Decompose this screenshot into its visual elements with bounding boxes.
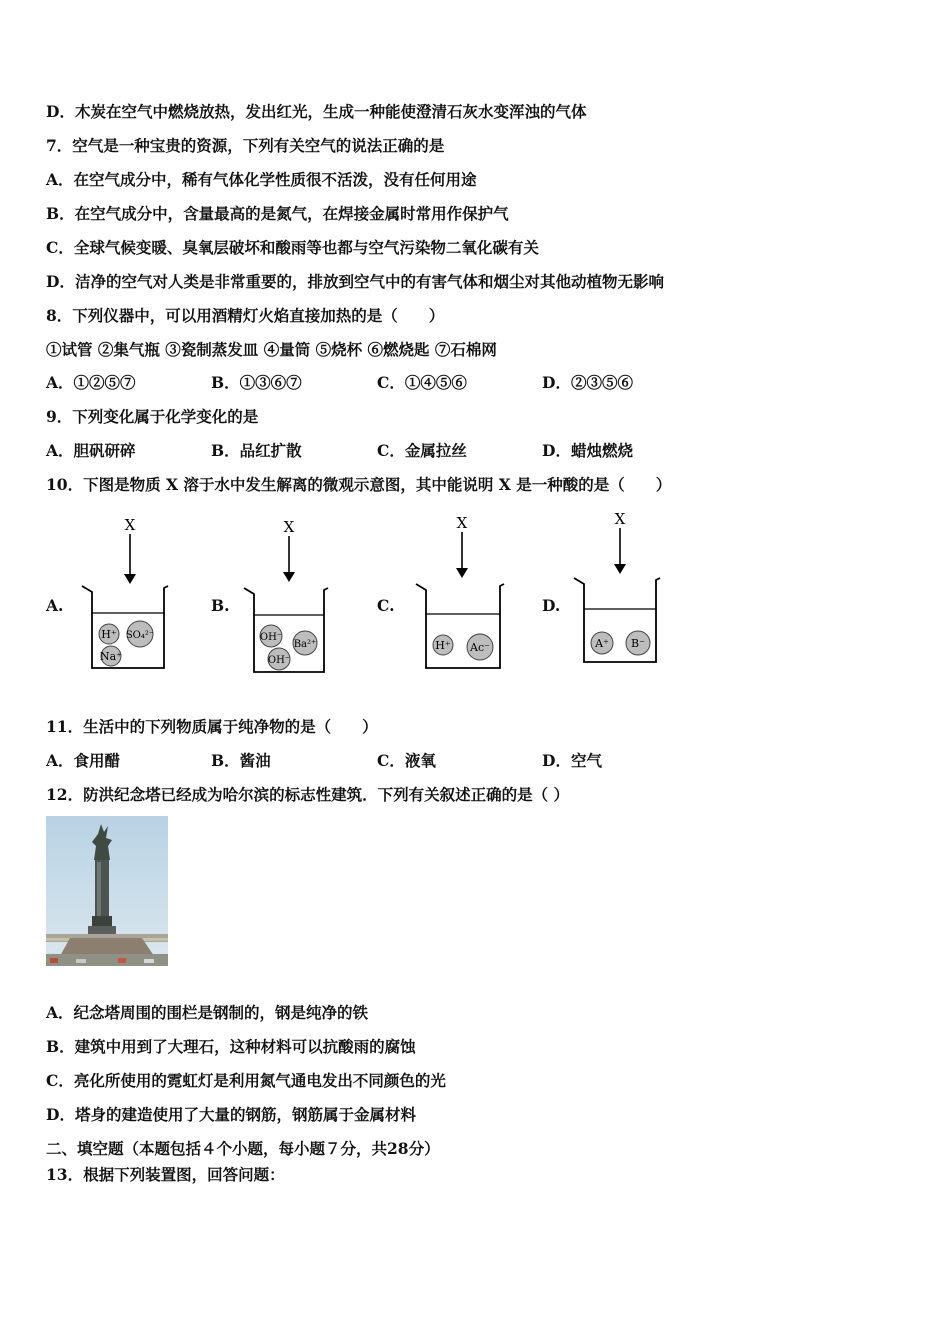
ion-a-2: SO₄²⁻	[125, 630, 155, 641]
q12-option-a: A．纪念塔周围的围栏是钢制的，钢是纯净的铁	[46, 1003, 369, 1022]
q7-option-c: C．全球气候变暖、臭氧层破坏和酸雨等也都与空气污染物二氧化碳有关	[46, 238, 539, 257]
ion-a-1: H⁺	[101, 628, 117, 641]
x-label: X	[124, 516, 136, 534]
ion-d-1: A⁺	[595, 637, 609, 650]
q8-option-a: A．①②⑤⑦	[46, 373, 136, 392]
q9-stem: 9．下列变化属于化学变化的是	[46, 407, 259, 426]
q12-option-c: C．亮化所使用的霓虹灯是利用氮气通电发出不同颜色的光	[46, 1071, 446, 1090]
q10-beaker-c	[412, 508, 512, 678]
q8-items: ①试管 ②集气瓶 ③瓷制蒸发皿 ④量筒 ⑤烧杯 ⑥燃烧匙 ⑦石棉网	[46, 340, 497, 359]
q12-option-b: B．建筑中用到了大理石，这种材料可以抗酸雨的腐蚀	[46, 1037, 416, 1056]
ion-c-2: Ac⁻	[470, 641, 490, 654]
x-label: X	[456, 514, 468, 532]
x-label: X	[283, 518, 295, 536]
q9-option-a: A．胆矾研碎	[46, 441, 136, 460]
ion-b-2: Ba²⁺	[293, 639, 317, 650]
q11-option-a: A．食用醋	[46, 751, 121, 770]
q12-stem: 12．防洪纪念塔已经成为哈尔滨的标志性建筑．下列有关叙述正确的是（ ）	[46, 785, 569, 804]
ion-b-1: OH⁻	[259, 632, 283, 643]
q10-stem: 10．下图是物质 X 溶于水中发生解离的微观示意图，其中能说明 X 是一种酸的是（ ）	[46, 475, 672, 494]
q10-beaker-b	[238, 512, 338, 682]
q11-option-d: D．空气	[542, 751, 602, 770]
ion-b-3: OH⁻	[267, 655, 291, 666]
q8-option-b: B．①③⑥⑦	[211, 373, 302, 392]
q10-label-a: A.	[46, 596, 64, 615]
q8-option-d: D．②③⑤⑥	[542, 373, 633, 392]
ion-d-2: B⁻	[631, 637, 645, 650]
q8-option-c: C．①④⑤⑥	[377, 373, 467, 392]
q11-option-b: B．酱油	[211, 751, 271, 770]
q10-label-b: B.	[211, 596, 230, 615]
x-label: X	[614, 510, 626, 528]
ion-a-3: Na⁺	[100, 650, 122, 663]
q11-option-c: C．液氧	[377, 751, 436, 770]
q9-option-b: B．品红扩散	[211, 441, 302, 460]
q9-option-c: C．金属拉丝	[377, 441, 467, 460]
q12-option-d: D．塔身的建造使用了大量的钢筋，钢筋属于金属材料	[46, 1105, 416, 1124]
q7-option-d: D．洁净的空气对人类是非常重要的，排放到空气中的有害气体和烟尘对其他动植物无影响	[46, 272, 664, 291]
q10-beaker-a	[78, 510, 178, 680]
q10-label-d: D.	[542, 596, 561, 615]
q10-label-c: C.	[377, 596, 395, 615]
section-2-title: 二、填空题（本题包括４个小题，每小题７分，共28分）	[46, 1139, 440, 1158]
q6-option-d: D．木炭在空气中燃烧放热，发出红光，生成一种能使澄清石灰水变浑浊的气体	[46, 102, 587, 121]
q8-stem: 8．下列仪器中，可以用酒精灯火焰直接加热的是（ ）	[46, 306, 445, 325]
q9-option-d: D．蜡烛燃烧	[542, 441, 633, 460]
q13-stem: 13．根据下列装置图，回答问题：	[46, 1165, 285, 1184]
q11-stem: 11．生活中的下列物质属于纯净物的是（ ）	[46, 717, 378, 736]
memorial-tower-photo	[46, 816, 168, 966]
q7-option-a: A．在空气成分中，稀有气体化学性质很不活泼，没有任何用途	[46, 170, 477, 189]
q10-beaker-d	[568, 504, 668, 674]
q7-option-b: B．在空气成分中，含量最高的是氮气，在焊接金属时常用作保护气	[46, 204, 509, 223]
ion-c-1: H⁺	[435, 639, 451, 652]
q7-stem: 7．空气是一种宝贵的资源，下列有关空气的说法正确的是	[46, 136, 445, 155]
